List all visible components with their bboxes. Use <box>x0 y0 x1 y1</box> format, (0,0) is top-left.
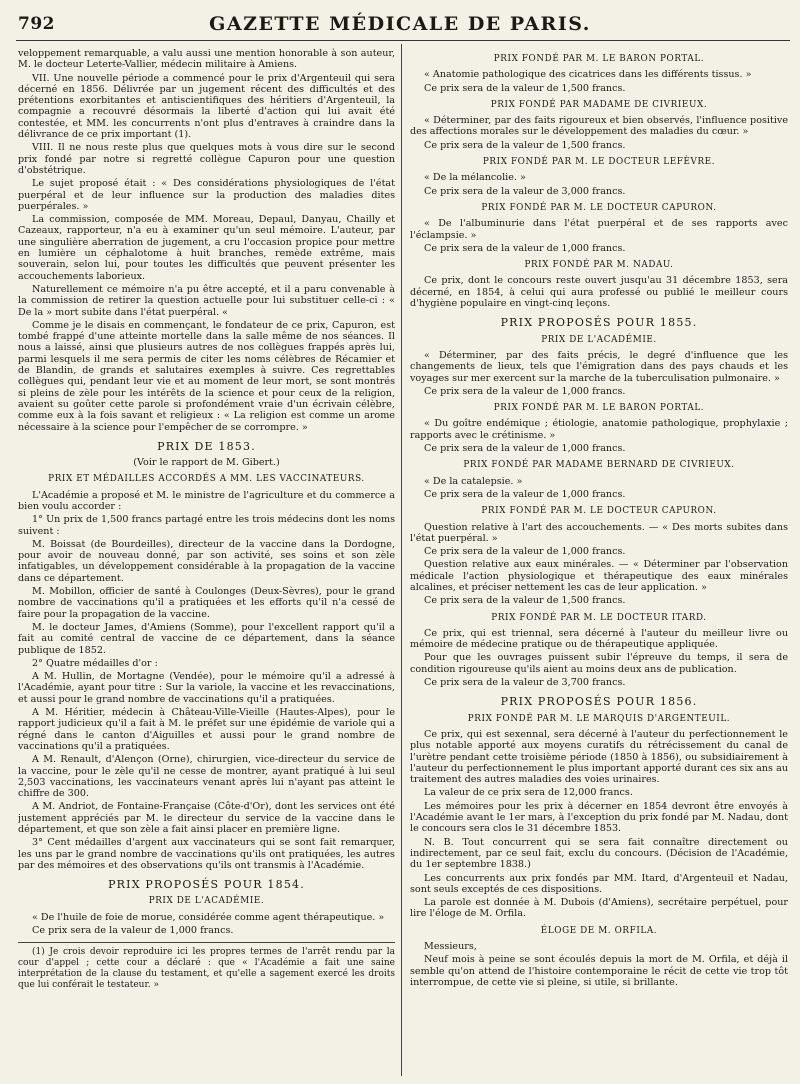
paragraph: « Du goître endémique ; étiologie, anatomie pathologique, prophylaxie ; rapports avec le crétinisme. » <box>410 418 788 441</box>
paragraph: Ce prix sera de la valeur de 1,500 francs. <box>424 139 626 151</box>
paragraph: N. B. Tout concurrent qui se sera fait connaître directement ou indirectement, par ce seul fait, exclu du concours. (Décision de l'Académie, du 1er septembre 1838.) <box>410 836 788 871</box>
section-heading: PRIX PROPOSÉS POUR 1855. <box>500 316 698 330</box>
paragraph: Ce prix sera de la valeur de 1,500 francs. <box>424 595 626 607</box>
paragraph: Neuf mois à peine se sont écoulés depuis la mort de M. Orfila, et déjà il semble qu'on attend de l'histoire contemporaine le récit de cette vie trop tôt interrompue, de cette vie si pleine, si utile, si brillante. <box>410 954 788 988</box>
paragraph: « De l'albuminurie dans l'état puerpéral et de ses rapports avec l'éclampsie. » <box>410 218 788 241</box>
paragraph: A M. Héritier, médecin à Château-Ville-Vieille (Hautes-Alpes), pour le rapport judicieux qu'il a fait à M. le préfet sur une épidémie de variole qui a régné dans le canton d'Aiguilles et aussi pour le grand nombre de vaccinations qu'il a pratiquées. <box>18 707 395 752</box>
section-heading: PRIX PROPOSÉS POUR 1854. <box>108 878 305 892</box>
paragraph: 2° Quatre médailles d'or : <box>32 657 158 669</box>
paragraph: Messieurs, <box>424 941 477 952</box>
paragraph: Pour que les ouvrages puissent subir l'épreuve du temps, il sera de condition rigoureuse qu'ils aient au moins deux ans de publication. <box>410 652 788 675</box>
paragraph: M. Boissat (de Bourdeilles), directeur de la vaccine dans la Dordogne, pour avoir de nouveau donné, par son activité, ses soins et son zèle infatigables, un développement considérable à la propagation de la vaccine dans ce département. <box>18 538 395 584</box>
paragraph: A M. Andriot, de Fontaine-Française (Côte-d'Or), dont les services ont été justement appréciés par M. le directeur du service de la vaccine dans le département, et que son zèle a fait ainsi placer en première ligne. <box>18 801 395 835</box>
paragraph: Comme je le disais en commençant, le fondateur de ce prix, Capuron, est tombé frappé d'une atteinte mortelle dans la salle même de nos séances. Il nous a laissé, ainsi que plusieurs autres de nos collègues frappés après lui, parmi lesquels il me sera permis de citer les noms célèbres de Récamier et de Blandin, de grands et salutaires exemples à suivre. Ces regrettables collègues qui, pendant leur vie et au moment de leur mort, se sont montrés si pleins de zèle pour les intérêts de la science et pour ceux de la religion, avaient su goûter cette parole si profondément vraie d'un écrivain célèbre, comme eux à la fois savant et religieux : « La religion est comme un arome nécessaire à la science pour l'empêcher de se corrompre. » <box>18 319 395 433</box>
header-rule <box>16 40 790 41</box>
paragraph: Ce prix sera de la valeur de 1,000 francs. <box>424 488 626 500</box>
section-heading: PRIX FONDÉ PAR M. LE MARQUIS D'ARGENTEUIL. <box>467 713 731 724</box>
paragraph: Ce prix sera de la valeur de 3,000 francs. <box>424 185 626 197</box>
footnote-rule <box>18 942 395 943</box>
paragraph: « De la mélancolie. » <box>424 172 526 184</box>
paragraph: VIII. Il ne nous reste plus que quelques mots à vous dire sur le second prix fondé par notre si regretté collègue Capuron pour une question d'obstétrique. <box>18 142 395 176</box>
paragraph: M. le docteur James, d'Amiens (Somme), pour l'excellent rapport qu'il a fait au comité central de vaccine de ce département, dans la séance publique de 1852. <box>18 621 395 656</box>
paragraph: Ce prix, qui est triennal, sera décerné à l'auteur du meilleur livre ou mémoire de médecine pratique ou de thérapeutique appliquée. <box>410 627 788 651</box>
section-heading: PRIX DE L'ACADÉMIE. <box>148 896 265 907</box>
paragraph: Les concurrents aux prix fondés par MM. Itard, d'Argenteuil et Nadau, sont seuls exceptés de ces dispositions. <box>410 872 788 895</box>
paragraph: Ce prix sera de la valeur de 1,500 francs. <box>424 82 626 94</box>
section-heading: ÉLOGE DE M. ORFILA. <box>540 925 658 936</box>
paragraph: « Déterminer, par des faits précis, le degré d'influence que les changements de lieux, tels que l'émigration dans des pays chauds et les voyages sur mer exercent sur la marche de la tuberculisation pulmonaire. » <box>410 349 788 384</box>
paragraph: « Déterminer, par des faits rigoureux et bien observés, l'influence positive des affections morales sur le développement des maladies du cœur. » <box>410 115 788 138</box>
journal-title: GAZETTE MÉDICALE DE PARIS. <box>209 13 591 35</box>
right-column <box>410 48 788 1078</box>
paragraph: L'Académie a proposé et M. le ministre de l'agriculture et du commerce a bien voulu accorder : <box>18 489 395 512</box>
section-heading: PRIX PROPOSÉS POUR 1856. <box>500 695 698 709</box>
section-heading: PRIX FONDÉ PAR M. LE DOCTEUR LEFÈVRE. <box>482 157 716 168</box>
section-heading: PRIX FONDÉ PAR M. LE BARON PORTAL. <box>493 403 705 414</box>
paragraph: 1° Un prix de 1,500 francs partagé entre les trois médecins dont les noms suivent : <box>18 514 395 537</box>
paragraph: Ce prix, qui est sexennal, sera décerné à l'auteur du perfectionnement le plus notable apporté aux moyens curatifs du rétrécissement du canal de l'urètre pendant cette troisième période (1850 à 1856), ou subsidiairement à l'auteur du perfectionnement le plus important apporté durant ces six ans au traitement des autres maladies des voies urinaires. <box>410 728 788 786</box>
paragraph: « De l'huile de foie de morue, considérée comme agent thérapeutique. » <box>32 911 385 923</box>
paragraph: « Anatomie pathologique des cicatrices dans les différents tissus. » <box>424 69 752 81</box>
paragraph: La parole est donnée à M. Dubois (d'Amiens), secrétaire perpétuel, pour lire l'éloge de M. Orfila. <box>410 897 788 920</box>
paragraph: Question relative à l'art des accouchements. — « Des morts subites dans l'état puerpéral. » <box>410 521 788 544</box>
section-heading: PRIX FONDÉ PAR M. LE DOCTEUR CAPURON. <box>481 202 717 213</box>
section-heading: PRIX FONDÉ PAR M. NADAU. <box>524 260 674 271</box>
paragraph: « De la catalepsie. » <box>424 475 523 487</box>
left-column <box>18 48 395 1078</box>
paragraph: Ce prix sera de la valeur de 1,000 francs. <box>424 546 626 558</box>
paragraph: Ce prix sera de la valeur de 3,700 francs. <box>424 677 626 689</box>
paragraph: Ce prix sera de la valeur de 1,000 francs. <box>424 242 626 254</box>
section-heading: PRIX ET MÉDAILLES ACCORDÉS A MM. LES VACCINATEURS. <box>48 474 365 485</box>
paragraph: Ce prix sera de la valeur de 1,000 francs. <box>424 385 626 397</box>
footnote: (1) Je crois devoir reproduire ici les propres termes de l'arrêt rendu par la cour d'appel ; cette cour a déclaré : que « l'Académie a fait une saine interprétation de la clause du testament, et qu'elle a sagement exercé les droits que lui conférait le testateur. » <box>18 947 395 990</box>
section-heading: PRIX DE 1853. <box>157 439 256 453</box>
paragraph: A M. Renault, d'Alençon (Orne), chirurgien, vice-directeur du service de la vaccine, pour le zèle qu'il ne cesse de montrer, ayant pratiqué à lui seul 2,503 vaccinations, les vaccinateurs venant après lui n'ayant pas atteint le chiffre de 300. <box>18 754 395 800</box>
section-heading: PRIX FONDÉ PAR M. LE DOCTEUR CAPURON. <box>481 506 717 517</box>
column-divider <box>401 44 402 1076</box>
paragraph: veloppement remarquable, a valu aussi une mention honorable à son auteur, M. le docteur Leterte-Vallier, médecin militaire à Amiens. <box>18 48 395 71</box>
page-header <box>0 0 800 46</box>
paragraph: La commission, composée de MM. Moreau, Depaul, Danyau, Chailly et Cazeaux, rapporteur, n'a eu à examiner qu'un seul mémoire. L'auteur, par une singulière aberration de jugement, a cru l'occasion propice pour mettre en lumière un céphalotome à huit branches, remède extrême, mais souverain, selon lui, pour toutes les difficultés que peuvent présenter les accouchements laborieux. <box>18 214 395 282</box>
paragraph: Ce prix sera de la valeur de 1,000 francs. <box>424 443 626 455</box>
section-heading: PRIX DE L'ACADÉMIE. <box>541 334 657 345</box>
page-number: 792 <box>18 14 55 34</box>
paragraph: M. Mobillon, officier de santé à Coulonges (Deux-Sèvres), pour le grand nombre de vaccinations qu'il a pratiquées et les efforts qu'il n'a cessé de faire pour la propagation de la vaccine. <box>18 586 395 620</box>
section-heading: PRIX FONDÉ PAR MADAME BERNARD DE CIVRIEUX. <box>463 460 735 471</box>
paragraph: Ce prix sera de la valeur de 1,000 francs. <box>32 925 234 937</box>
paragraph: La valeur de ce prix sera de 12,000 francs. <box>424 787 633 799</box>
section-heading: PRIX FONDÉ PAR MADAME DE CIVRIEUX. <box>490 99 708 110</box>
paragraph: Question relative aux eaux minérales. — « Déterminer par l'observation médicale l'action physiologique et thérapeutique des eaux minérales alcalines, et préciser nettement les cas de leur application. » <box>410 559 788 593</box>
paragraph: Les mémoires pour les prix à décerner en 1854 devront être envoyés à l'Académie avant le 1er mars, à l'exception du prix fondé par M. Nadau, dont le concours sera clos le 31 décembre 1853. <box>410 800 788 835</box>
paragraph: A M. Hullin, de Mortagne (Vendée), pour le mémoire qu'il a adressé à l'Académie, ayant pour titre : Sur la variole, la vaccine et les revaccinations, et aussi pour le grand nombre de vaccinations qu'il a pratiquées. <box>18 671 395 705</box>
section-heading: PRIX FONDÉ PAR M. LE BARON PORTAL. <box>493 54 705 64</box>
report-reference: (Voir le rapport de M. Gibert.) <box>133 457 280 469</box>
section-heading: PRIX FONDÉ PAR M. LE DOCTEUR ITARD. <box>491 612 707 623</box>
paragraph: Ce prix, dont le concours reste ouvert jusqu'au 31 décembre 1853, sera décerné, en 1854, à celui qui aura professé ou publié le meilleur cours d'hygiène populaire en vingt-cinq leçons. <box>410 275 788 310</box>
paragraph: Le sujet proposé était : « Des considérations physiologiques de l'état puerpéral et de leur influence sur la production des maladies dites puerpérales. » <box>18 178 395 212</box>
paragraph: Naturellement ce mémoire n'a pu être accepté, et il a paru convenable à la commission de retirer la question actuelle pour lui substituer celle-ci : « De la » mort subite dans l'état puerpéral. « <box>18 283 395 318</box>
paragraph: VII. Une nouvelle période a commencé pour le prix d'Argenteuil qui sera décerné en 1856. Délivrée par un jugement récent des difficultés et des prétentions exorbitantes et antiscientifiques des héritiers d'Argenteuil, la compagnie a recouvré désormais la liberté d'action qui lui avait été contestée, et MM. les concurrents n'ont plus d'entraves à craindre dans la délivrance de ce prix important (1). <box>18 72 395 141</box>
paragraph: 3° Cent médailles d'argent aux vaccinateurs qui se sont fait remarquer, les uns par le grand nombre de vaccinations qu'ils ont pratiquées, les autres par des mémoires et des observations qu'ils ont transmis à l'Académie. <box>18 837 395 871</box>
